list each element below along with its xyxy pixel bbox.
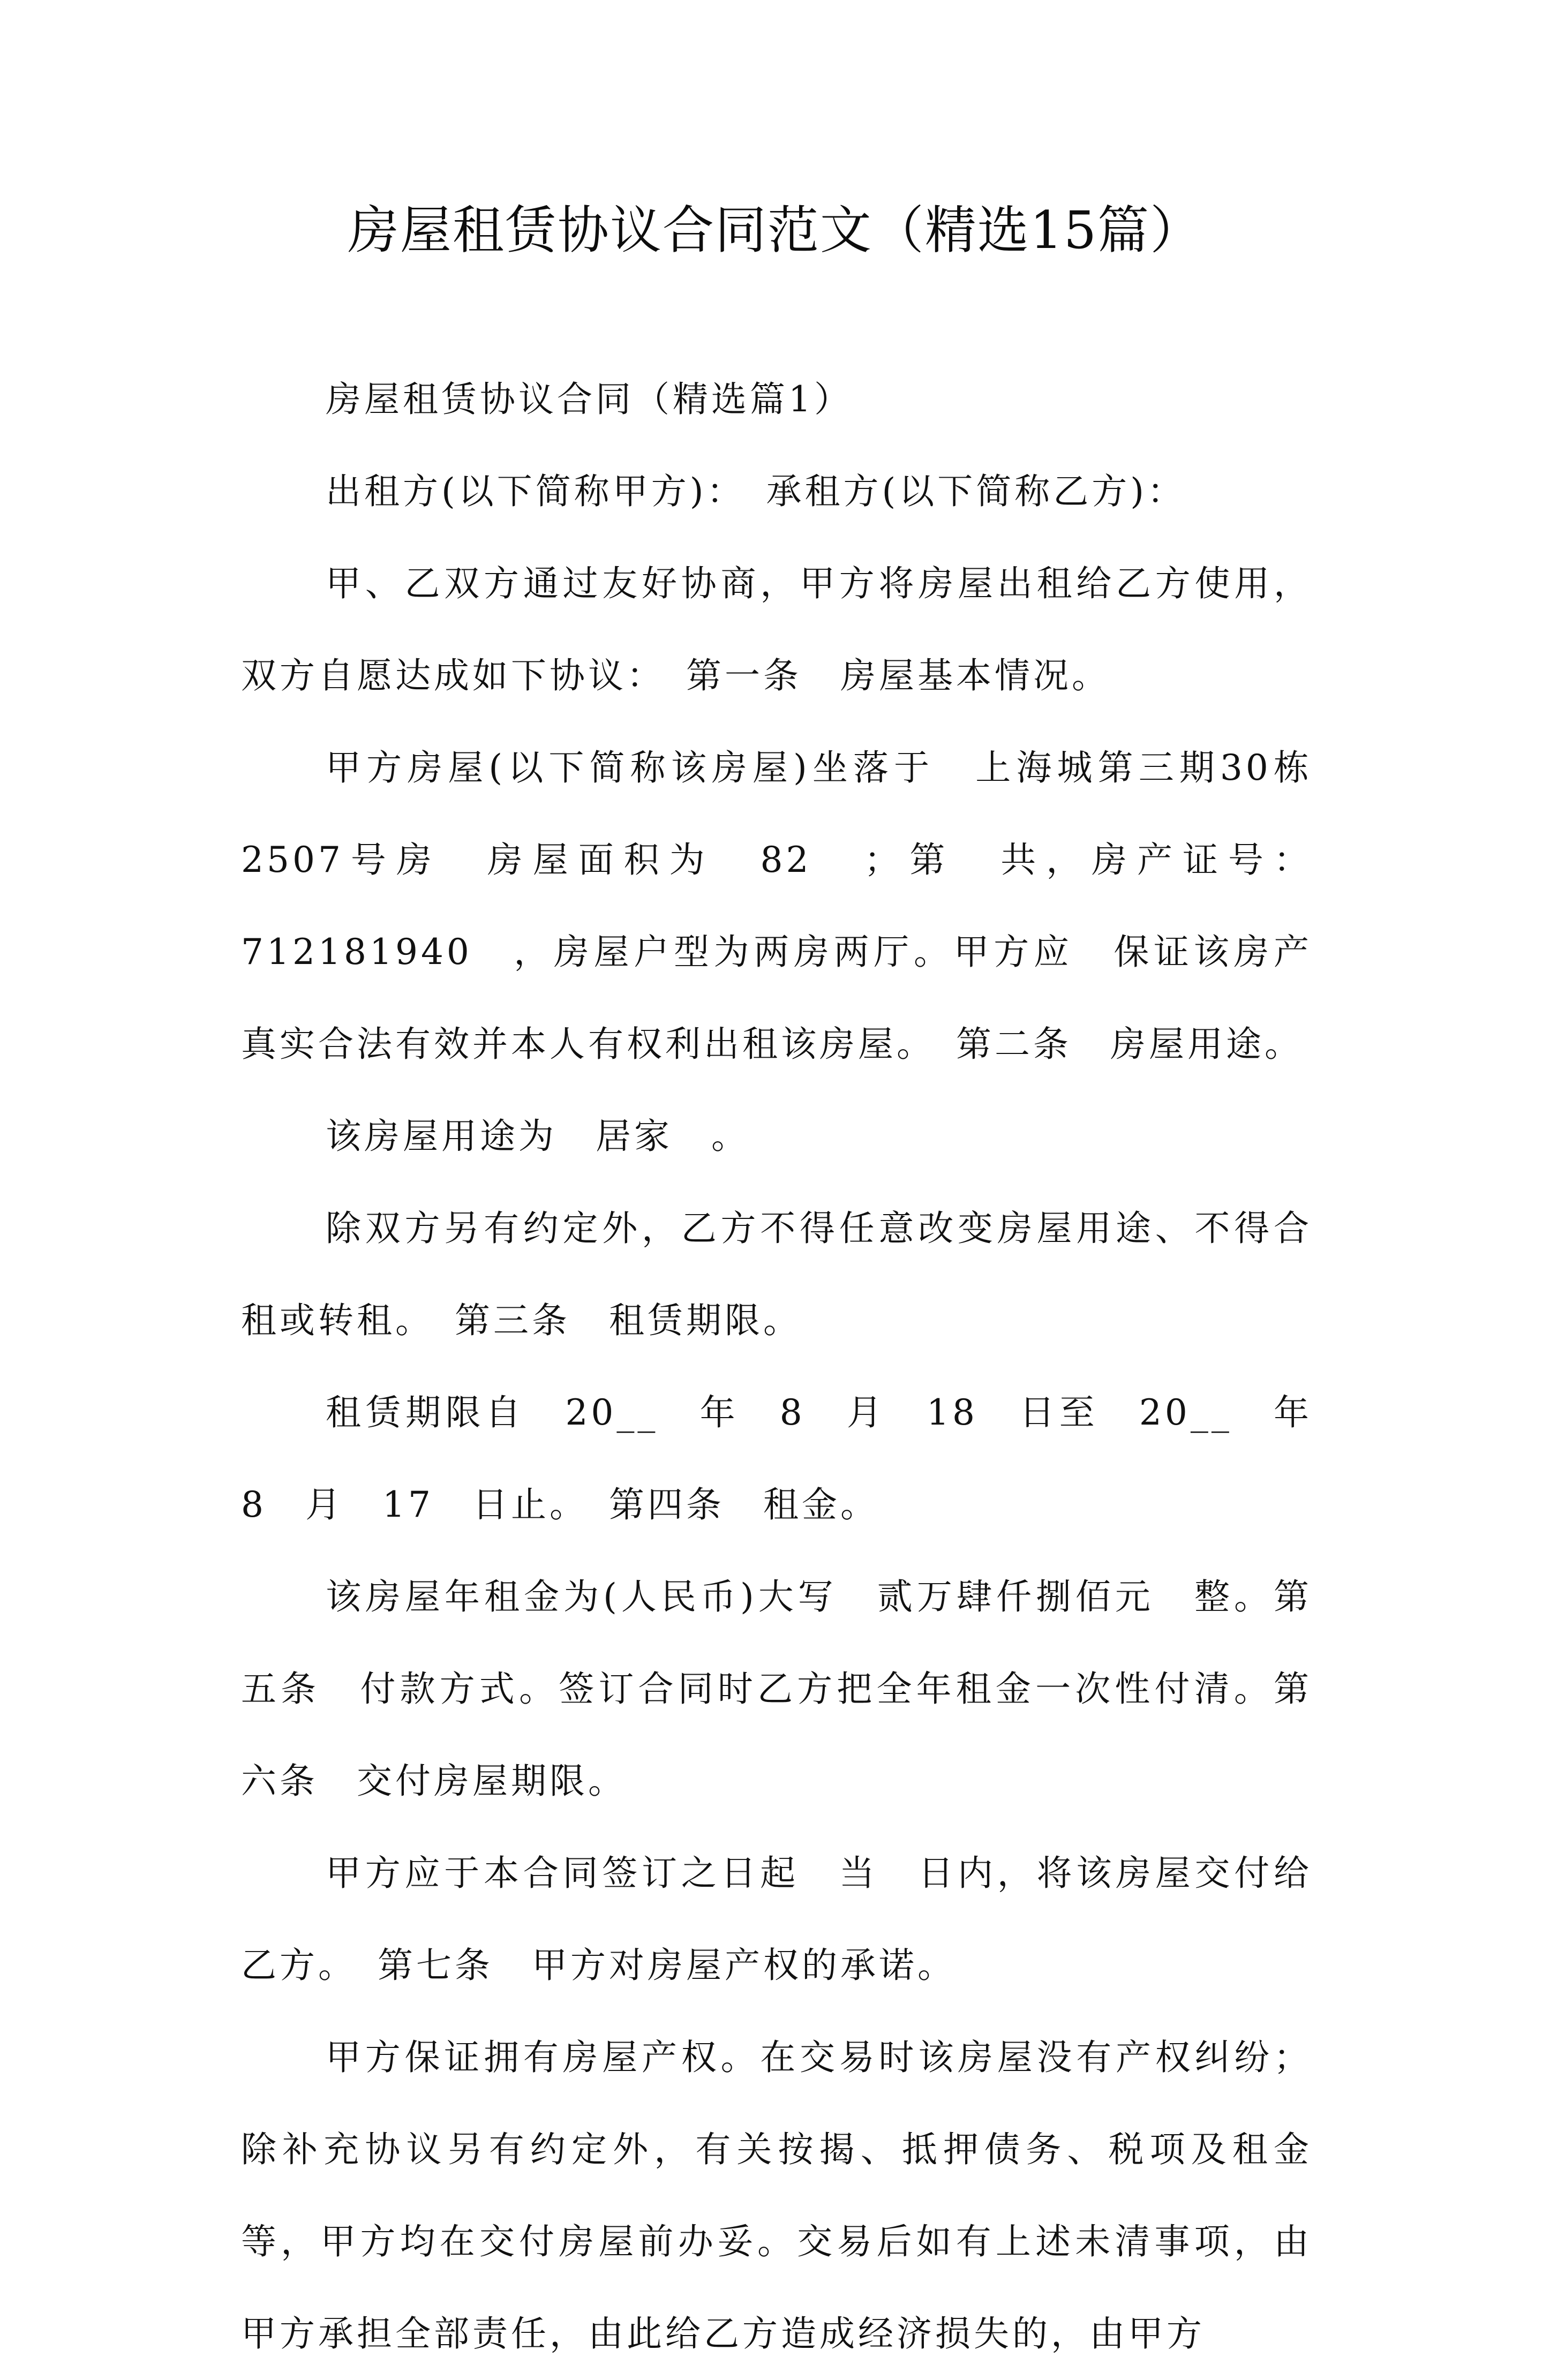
paragraph-usage: 该房屋用途为 居家 。 [326,1116,750,1157]
paragraph-property-info: 甲方房屋(以下简称该房屋)坐落于 上海城第三期30栋2507号房 房屋面积为 82 ；第 共，房产证号：712181940 ，房屋户型为两房两厅。甲方应 保证该房产真实合法有效并本人有权利出租该房屋。 第二条 房屋用途。 [241,747,1312,1065]
paragraph-usage-restriction: 除双方另有约定外，乙方不得任意改变房屋用途、不得合租或转租。 第三条 租赁期限。 [241,1208,1312,1341]
paragraph-property-rights: 甲方保证拥有房屋产权。在交易时该房屋没有产权纠纷；除补充协议另有约定外，有关按揭、抵押债务、税项及租金等，甲方均在交付房屋前办妥。交易后如有上述未清事项，由甲方承担全部责任，由此给乙方造成经济损失的，由甲方 [241,2037,1312,2354]
paragraph-agreement: 甲、乙双方通过友好协商，甲方将房屋出租给乙方使用，双方自愿达成如下协议： 第一条 房屋基本情况。 [241,563,1312,696]
paragraph-rent: 该房屋年租金为(人民币)大写 贰万肆仟捌佰元 整。第五条 付款方式。签订合同时乙方把全年租金一次性付清。第六条 交付房屋期限。 [241,1576,1312,1802]
paragraph-handover: 甲方应于本合同签订之日起 当 日内，将该房屋交付给乙方。 第七条 甲方对房屋产权的承诺。 [241,1852,1312,1986]
document-body [241,353,1351,2380]
paragraph-parties: 出租方(以下简称甲方)： 承租方(以下简称乙方)： [326,471,1186,512]
paragraph-section-heading: 房屋租赁协议合同（精选篇1） [326,379,853,420]
paragraph-lease-term: 租赁期限自 20__ 年 8 月 18 日至 20__ 年 8 月 17 日止。 第四条 租金。 [241,1392,1351,1525]
document-title: 房屋租赁协议合同范文（精选15篇） [347,200,1203,260]
